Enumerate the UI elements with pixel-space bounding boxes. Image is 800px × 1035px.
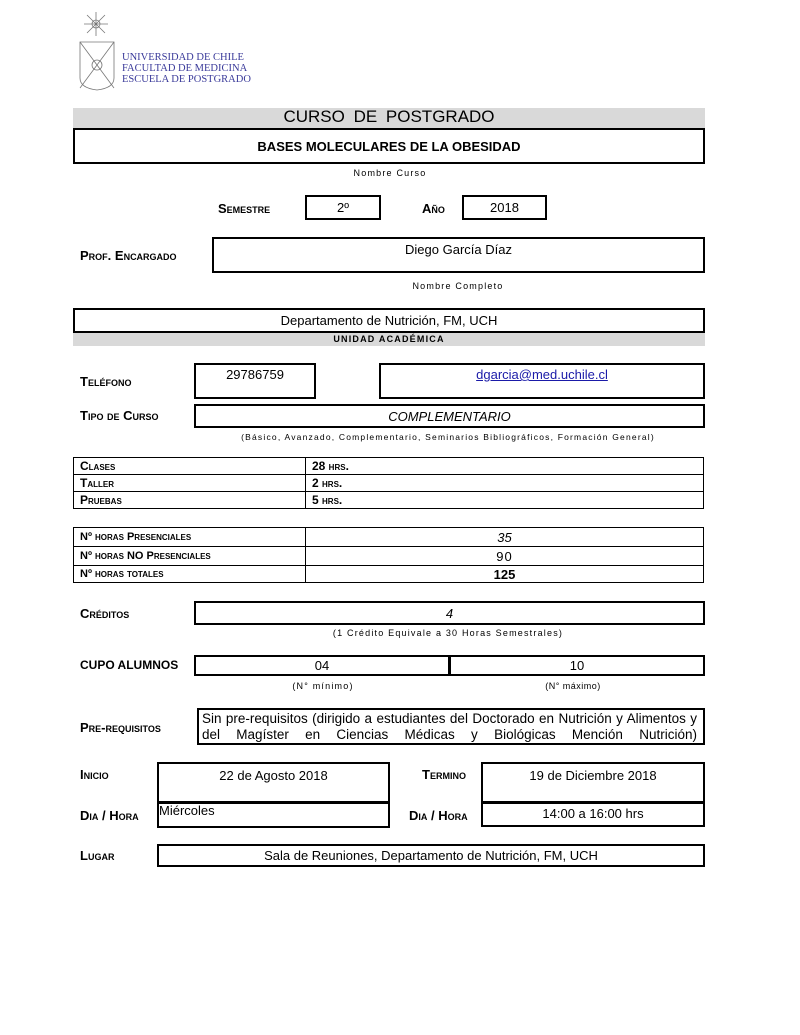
page-title: CURSO DE POSTGRADO: [283, 107, 495, 126]
profesor-caption: Nombre Completo: [412, 281, 504, 291]
table-row: Pruebas 5 hrs.: [74, 492, 704, 509]
lugar-label: Lugar: [80, 848, 115, 863]
semestre-field: 2º: [305, 195, 381, 220]
inicio-label: Inicio: [80, 767, 109, 782]
tipo-field: COMPLEMENTARIO: [194, 404, 705, 428]
prerequisitos-field: Sin pre-requisitos (dirigido a estudiantes del Doctorado en Nutrición y Alimentos y del Magíster en Ciencias Médicas y Biológicas Mención Nutrición): [197, 708, 705, 745]
table-row: Nº horas Presenciales 35: [74, 528, 704, 547]
inicio-field: 22 de Agosto 2018: [157, 762, 390, 803]
semestre-label: Semestre: [218, 201, 271, 216]
anio-field: 2018: [462, 195, 547, 220]
university-crest-logo: [78, 12, 118, 92]
creditos-caption: (1 Crédito Equivale a 30 Horas Semestrales): [332, 628, 564, 638]
email-link[interactable]: dgarcia@med.uchile.cl: [476, 367, 608, 382]
tipo-label: Tipo de Curso: [80, 408, 159, 423]
anio-label: Año: [422, 201, 445, 216]
totales-table: [73, 527, 704, 583]
institution-line: FACULTAD DE MEDICINA: [122, 63, 248, 74]
profesor-label: Prof. Encargado: [80, 248, 177, 263]
dia-field: Miércoles: [157, 802, 390, 828]
table-row: Clases 28 hrs.: [74, 458, 704, 475]
horas-table: [73, 457, 704, 509]
creditos-field: 4: [194, 601, 705, 625]
termino-field: 19 de Diciembre 2018: [481, 762, 705, 803]
table-row: Taller 2 hrs.: [74, 475, 704, 492]
lugar-field: Sala de Reuniones, Departamento de Nutrición, FM, UCH: [157, 844, 705, 867]
telefono-label: Teléfono: [80, 374, 132, 389]
table-row: Nº horas totales 125: [74, 566, 704, 583]
unidad-field: Departamento de Nutrición, FM, UCH: [73, 308, 705, 333]
institution-line: ESCUELA DE POSTGRADO: [122, 74, 251, 85]
dia-hora-label: Dia / Hora: [80, 808, 139, 823]
profesor-field: Diego García Díaz: [212, 237, 705, 273]
unidad-caption: UNIDAD ACADÉMICA: [333, 334, 445, 344]
prerequisitos-label: Pre-requisitos: [80, 720, 161, 735]
table-row: Nº horas NO Presenciales 90: [74, 547, 704, 566]
cupo-label: CUPO ALUMNOS: [80, 658, 179, 672]
course-name-caption: Nombre Curso: [353, 168, 427, 178]
dia-hora-label-2: Dia / Hora: [409, 808, 468, 823]
institution-name: [122, 52, 251, 85]
cupo-min-field: 04: [194, 655, 450, 676]
institution-line: UNIVERSIDAD DE CHILE: [122, 52, 244, 63]
termino-label: Termino: [422, 767, 466, 782]
cupo-max-field: 10: [449, 655, 705, 676]
creditos-label: Créditos: [80, 606, 130, 621]
cupo-max-caption: (N° máximo): [545, 681, 601, 691]
course-name-field: BASES MOLECULARES DE LA OBESIDAD: [73, 128, 705, 164]
cupo-min-caption: (N° mínimo): [292, 681, 354, 691]
hora-field: 14:00 a 16:00 hrs: [481, 802, 705, 827]
email-field: [379, 363, 705, 399]
tipo-caption: (Básico, Avanzado, Complementario, Seminarios Bibliográficos, Formación General): [241, 432, 655, 442]
telefono-field: 29786759: [194, 363, 316, 399]
